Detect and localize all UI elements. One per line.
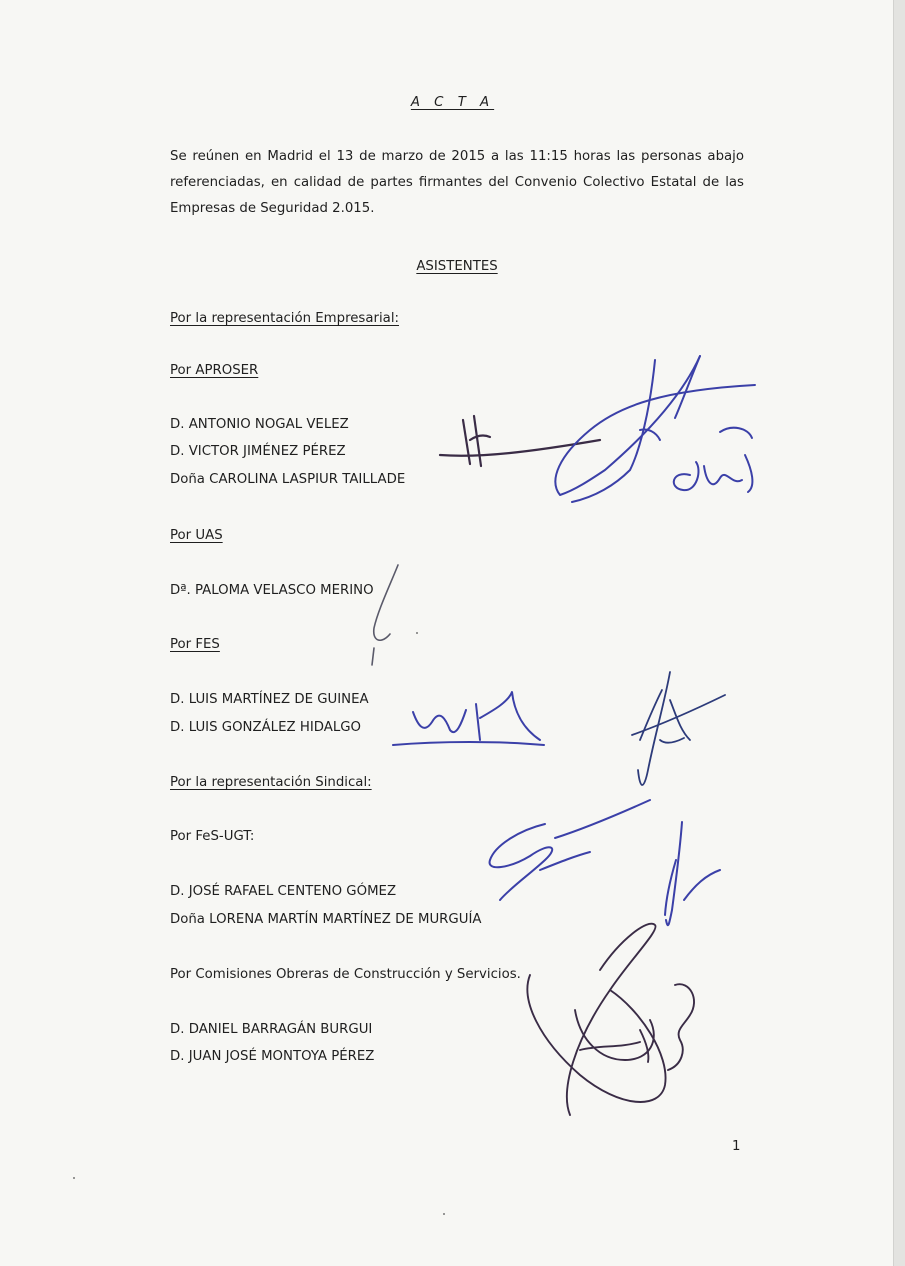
aproser-member-3: Doña CAROLINA LASPIUR TAILLADE (170, 472, 406, 487)
page-number: 1 (732, 1139, 741, 1154)
scan-speck (416, 632, 418, 634)
document-title: A C T A (410, 95, 495, 110)
union-representation-heading: Por la representación Sindical: (170, 775, 372, 790)
business-representation-heading: Por la representación Empresarial: (170, 311, 399, 326)
fesugt-member-2: Doña LORENA MARTÍN MARTÍNEZ DE MURGUÍA (170, 912, 482, 927)
ccoo-member-1: D. DANIEL BARRAGÁN BURGUI (170, 1022, 373, 1037)
attendees-heading: ASISTENTES (416, 259, 498, 274)
aproser-member-1: D. ANTONIO NOGAL VELEZ (170, 417, 349, 432)
intro-line-2: referenciadas, en calidad de partes firmantes del Convenio Colectivo Estatal de las (170, 175, 744, 190)
ccoo-member-2: D. JUAN JOSÉ MONTOYA PÉREZ (170, 1049, 375, 1064)
scan-speck (73, 1177, 75, 1179)
uas-member-1: Dª. PALOMA VELASCO MERINO (170, 583, 374, 598)
aproser-member-2: D. VICTOR JIMÉNEZ PÉREZ (170, 444, 346, 459)
page-edge (893, 0, 905, 1266)
fes-heading: Por FES (170, 637, 220, 652)
uas-heading: Por UAS (170, 528, 223, 543)
scan-speck (443, 1213, 445, 1215)
fesugt-heading: Por FeS-UGT: (170, 829, 255, 844)
intro-paragraph (170, 144, 744, 222)
fes-member-2: D. LUIS GONZÁLEZ HIDALGO (170, 720, 362, 735)
intro-line-3: Empresas de Seguridad 2.015. (170, 201, 375, 216)
intro-line-1: Se reúnen en Madrid el 13 de marzo de 2015 a las 11:15 horas las personas abajo (170, 149, 744, 164)
aproser-heading: Por APROSER (170, 363, 259, 378)
fes-member-1: D. LUIS MARTÍNEZ DE GUINEA (170, 692, 369, 707)
fesugt-member-1: D. JOSÉ RAFAEL CENTENO GÓMEZ (170, 884, 397, 899)
ccoo-heading: Por Comisiones Obreras de Construcción y Servicios. (170, 967, 521, 982)
